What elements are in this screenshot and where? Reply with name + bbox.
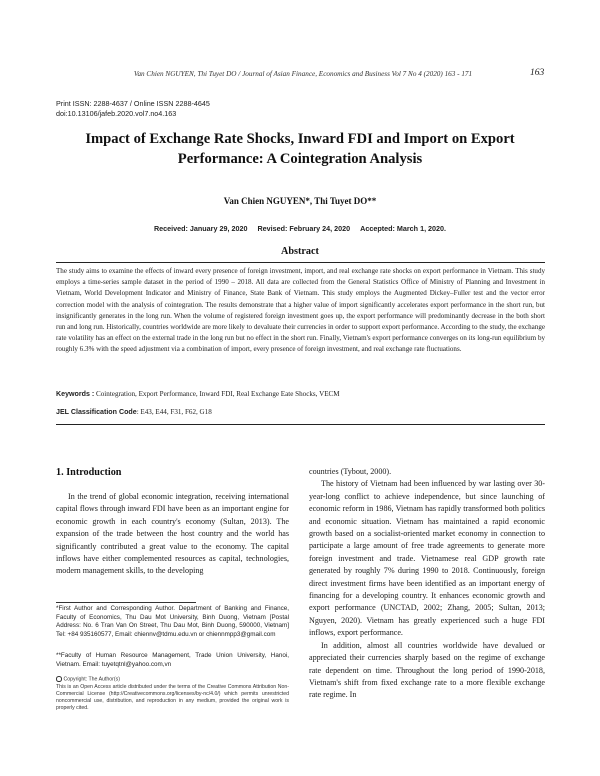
paragraph: countries (Tybout, 2000). — [309, 467, 392, 476]
copyright-icon — [56, 676, 62, 682]
abstract-heading: Abstract — [281, 246, 319, 257]
copyright-line: Copyright: The Author(s) — [63, 676, 120, 683]
title-line-1: Impact of Exchange Rate Shocks, Inward FDI and Import on Export — [85, 131, 515, 147]
paragraph: In the trend of global economic integration, receiving international capital flows through inward FDI have been as an important engine for economic growth in each country's economy (Sultan, 2013). The expansion of the trade between the host country and the world has significantly contributed a great value to the economy. The capital inflows have either complemented resources as capital, technologies, modern management skills, to the developing — [56, 492, 289, 576]
footnote-first-author: *First Author and Corresponding Author. Department of Banking and Finance, Faculty of Economics, Thu Dau Mot University, Binh Duong, Vietnam [Postal Address: No. 6 Tran Van On Street, Thu Dau Mot, Binh Duong, 590000, Vietnam] Tel: +84 935160577, Email: chiennv@tdmu.edu.vn or chiennmpp3@gmail.com — [56, 605, 289, 638]
running-head: Van Chien NGUYEN, Thi Tuyet DO / Journal of Asian Finance, Economics and Business Vol 7 No 4 (2020) 163 - 171 — [133, 70, 473, 78]
identifiers — [56, 99, 210, 119]
paragraph: The history of Vietnam had been influenced by war lasting over 30-year-long conflict to achieve independence, but since launching of economic reform in 1986, Vietnam has rapidly transformed both politics and economic situation. Vietnam has maintained a rapid economic growth based on a socialist-oriented market economy in connection to participate a large amount of free trade agreements to generate more foreign investment and trade. Vietnamese real GDP growth rate generated by roughly 7% during 1990 to 2018. Continuously, foreign direct investment firms have been identified as an important energy of financing for a developing country. It enhances economic growth and export performance (UNCTAD, 2002; Zhang, 2005; Sultan, 2013; Nguyen, 2020). Vietnam has greatly experienced such a huge FDI inflows, export performance. — [309, 479, 545, 638]
accepted-date: Accepted: March 1, 2020. — [360, 224, 447, 233]
jel-codes — [56, 407, 545, 418]
authors: Van Chien NGUYEN*, Thi Tuyet DO** — [223, 196, 377, 206]
revised-date: Revised: February 24, 2020 — [257, 224, 351, 233]
issn: Print ISSN: 2288-4637 / Online ISSN 2288-4645 — [56, 99, 210, 108]
paragraph: In addition, almost all countries worldwide have devalued or appreciated their currencies sharply based on the regime of exchange rate dependent on time. Throughout the long period of 1990-2018, Vietnam's shift from fixed exchange rate to a more flexible exchange rate regime. In — [309, 640, 545, 700]
jel-text: : E43, E44, F31, F62, G18 — [136, 408, 212, 416]
footnote-divider — [56, 602, 196, 603]
abstract-divider — [56, 262, 545, 263]
keywords-text: Cointegration, Export Performance, Inward FDI, Real Exchange Eate Shocks, VECM — [94, 390, 340, 398]
keywords-label: Keywords : — [56, 390, 95, 398]
keywords — [56, 389, 545, 400]
jel-divider — [56, 424, 545, 425]
footnote-second-author: **Faculty of Human Resource Management, Trade Union University, Hanoi, Vietnam. Email: tuyetqtnl@yahoo.com,vn — [56, 652, 289, 668]
jel-label: JEL Classification Code — [56, 408, 137, 416]
section-heading-introduction: 1. Introduction — [56, 467, 122, 478]
copyright-notice — [56, 676, 289, 712]
page-number: 163 — [530, 68, 545, 78]
abstract-text: The study aims to examine the effects of inward every presence of foreign investment, import, and real exchange rate shocks on export performance in Vietnam. This study employs a time-series sample dataset in the period of 1990 – 2018. All data are collected from the General Statistics Office of Ministry of Planning and Investment in Vietnam, World Development Indicator and Ministry of Finance, State Bank of Vietnam. This study employs the Augmented Dickey–Fuller test and the vector error correction model with the analysis of cointegration. The results demonstrate that a higher value of import significantly accelerates export performance in the short run, but insignificantly generates in the long run. When the volume of registered foreign investment goes up, the export performance will predominantly decrease in the both short run and long run. Historically, countries worldwide are more likely to devaluate their currencies in order to support export performance. According to the study, the exchange rate volatility has an effect on the external trade in the long run but no effect in the short run. Finally, Vietnam's export performance converges on its long-run equilibrium by roughly 6.3% with the speed adjustment via a combination of import, every presence of foreign investment, and real exchange rate fluctuations. — [56, 267, 545, 354]
article-dates — [0, 224, 600, 233]
article-title — [40, 129, 560, 169]
doi: doi:10.13106/jafeb.2020.vol7.no4.163 — [56, 109, 177, 118]
license-text: This is an Open Access article distributed under the terms of the Creative Commons Attribution Non-Commercial License (http://Creativecommons.org/licenses/by-nc/4.0/) which permits unrestricted noncommercial use, distribution, and reproduction in any medium, provided the original work is properly cited. — [56, 683, 289, 711]
received-date: Received: January 29, 2020 — [153, 224, 248, 233]
right-column — [309, 466, 545, 702]
left-column — [56, 491, 289, 578]
title-line-2: Performance: A Cointegration Analysis — [177, 151, 423, 167]
